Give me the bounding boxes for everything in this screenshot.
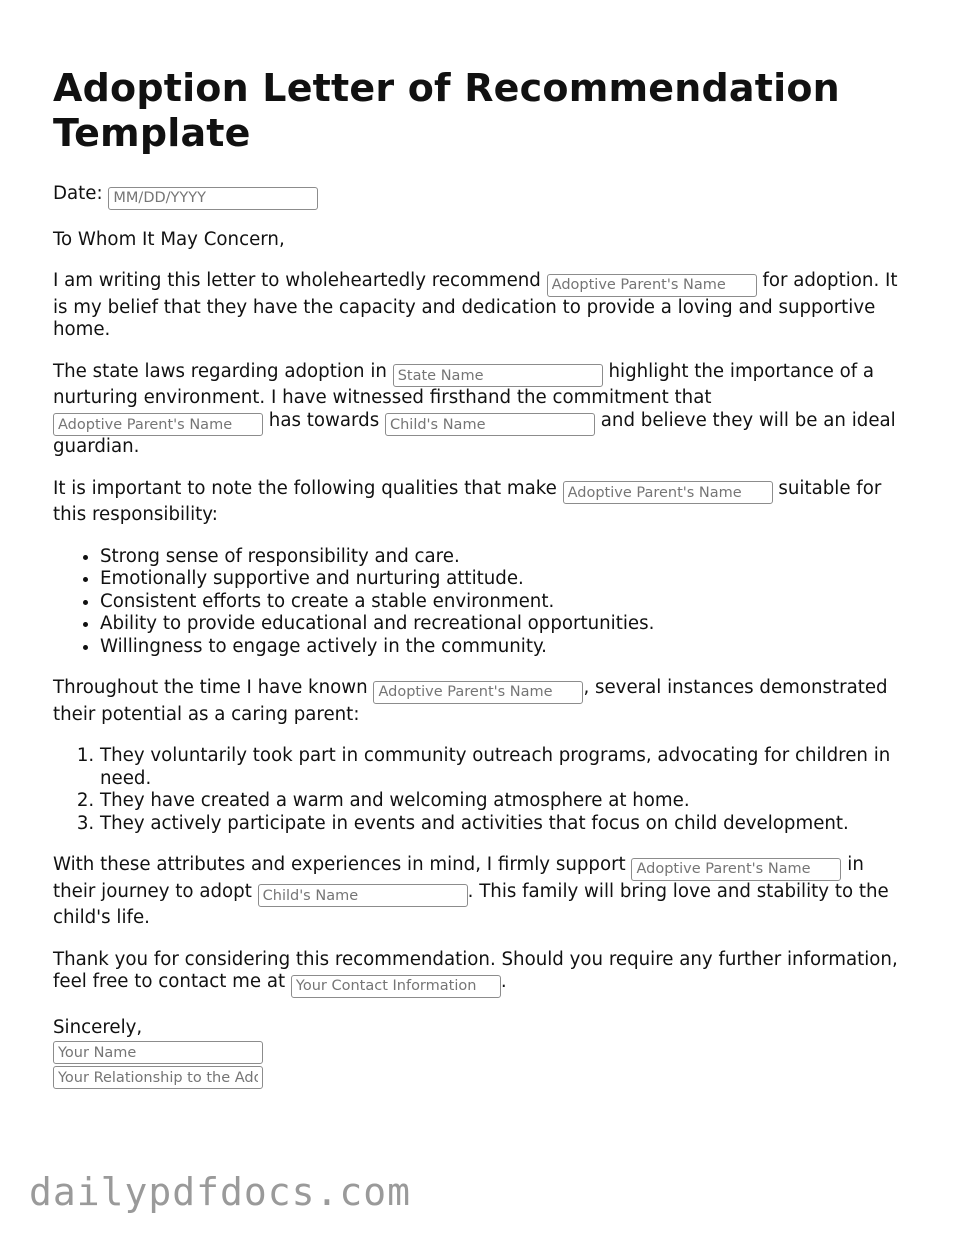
state-text-4: and believe they will be an ideal guardian. [53, 409, 896, 457]
your-name-input[interactable] [53, 1041, 263, 1064]
support-text-1: With these attributes and experiences in mind, I firmly support [53, 854, 626, 875]
child-name-input-2[interactable] [258, 884, 468, 907]
relationship-input[interactable] [53, 1066, 263, 1089]
date-input[interactable] [108, 187, 318, 210]
qualities-list [53, 546, 911, 659]
contact-text-2: . [500, 971, 507, 992]
list-item: 2. They have created a warm and welcoming atmosphere at home. [100, 790, 911, 813]
state-text-3: has towards [268, 409, 380, 431]
instances-text-1: Throughout the time I have known [53, 677, 368, 698]
closing-label: Sincerely, [53, 1016, 143, 1038]
contact-paragraph [53, 949, 911, 998]
list-item: • Emotionally supportive and nurturing attitude. [100, 568, 911, 591]
support-text-2: in their journey to adopt [53, 854, 864, 902]
state-text-2: highlight the importance of a nurturing environment. I have witnessed firsthand the commitment that [53, 360, 875, 408]
list-item: • Willingness to engage actively in the community. [100, 636, 911, 659]
state-text-1: The state laws regarding adoption in [53, 360, 387, 382]
intro-text-1: I am writing this letter to wholeheartedly recommend [53, 270, 541, 291]
letter-page [53, 66, 911, 1089]
state-laws-paragraph [53, 361, 911, 459]
contact-text-1: Thank you for considering this recommendation. Should you require any further information, feel free to contact me at [53, 948, 898, 992]
watermark: dailypdfdocs.com [29, 1170, 412, 1214]
adoptive-parent-name-input-2[interactable] [53, 413, 263, 436]
salutation: To Whom It May Concern, [53, 228, 285, 250]
list-item: • Ability to provide educational and recreational opportunities. [100, 613, 911, 636]
qualities-text-2: suitable for this responsibility: [53, 477, 882, 525]
list-item: • Strong sense of responsibility and care. [100, 546, 911, 569]
intro-paragraph [53, 270, 911, 342]
signature-block [53, 1017, 911, 1090]
contact-information-input[interactable] [291, 975, 501, 998]
intro-text-2: for adoption. It is my belief that they have the capacity and dedication to provide a loving and supportive home. [53, 270, 898, 340]
support-paragraph [53, 854, 911, 930]
list-item: 1. They voluntarily took part in community outreach programs, advocating for children in need. [100, 745, 911, 790]
adoptive-parent-name-input-4[interactable] [373, 681, 583, 704]
adoptive-parent-name-input-1[interactable] [547, 274, 757, 297]
qualities-intro-paragraph [53, 478, 911, 527]
instances-list [53, 745, 911, 835]
instances-text-2: , several instances demonstrated their potential as a caring parent: [53, 677, 888, 725]
instances-intro-paragraph [53, 677, 911, 726]
list-item: • Consistent efforts to create a stable environment. [100, 591, 911, 614]
list-item: 3. They actively participate in events and activities that focus on child development. [100, 813, 911, 836]
adoptive-parent-name-input-3[interactable] [563, 481, 773, 504]
child-name-input-1[interactable] [385, 413, 595, 436]
page-title: Adoption Letter of Recommendation Template [53, 66, 840, 155]
date-label: Date: [53, 183, 103, 204]
date-row [53, 183, 911, 210]
adoptive-parent-name-input-5[interactable] [631, 858, 841, 881]
support-text-3: . This family will bring love and stability to the child's life. [53, 880, 889, 928]
qualities-text-1: It is important to note the following qualities that make [53, 477, 557, 499]
state-name-input[interactable] [393, 364, 603, 387]
